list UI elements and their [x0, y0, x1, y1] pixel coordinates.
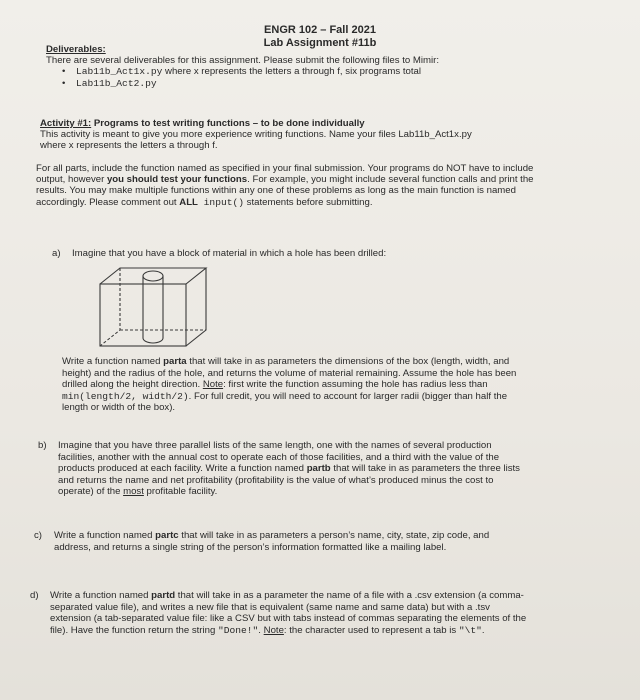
drilled-block-figure: [96, 264, 212, 350]
note-label: Note: [202, 379, 224, 391]
part-a-body: [62, 356, 522, 414]
box-hidden-edge: [100, 268, 120, 346]
hole-bottom: [143, 338, 163, 343]
hole-top: [143, 271, 163, 281]
part-a: [52, 248, 552, 260]
part-label: c): [34, 530, 42, 541]
function-name: partb: [306, 463, 331, 475]
part-c: [34, 530, 524, 553]
part-b: [38, 440, 528, 498]
para-bold: you should test your functions: [106, 174, 248, 186]
part-label: a): [52, 248, 61, 259]
part-text: Write a function named: [62, 356, 164, 367]
para-text: For all parts, include the function named as specified in your final submission. Your programs do NOT have to include output, however: [36, 163, 534, 186]
part-text: that will take in as parameters the dimensions of the box (length, width, and height) and the radius of the hole, and returns the volume of material remaining. Assume the hole has been drilled along the height direction.: [62, 356, 517, 391]
activity1-line1: This activity is meant to give you more experience writing functions. Name your files Lab11b_Act1x.py: [40, 129, 472, 141]
part-label: b): [38, 440, 47, 451]
part-a-intro: Imagine that you have a block of material in which a hole has been drilled:: [72, 248, 387, 259]
part-text: that will take in as a parameter the name of a file with a .csv extension (a comma-separated value file), and writes a new file that is equivalent (same name and same data) but with a .tsv extension (a tab-separated value file: like a CSV but with tabs instead of commas separating the elements of the file). Have the function return the string: [50, 590, 527, 636]
assignment-title: Lab Assignment #11b: [263, 37, 377, 49]
activity1-title-rest: Programs to test writing functions – to be done individually: [91, 118, 365, 129]
box-side-face: [186, 268, 206, 346]
part-text: Imagine that you have three parallel lists of the same length, one with the names of several production facilities, another with the annual cost to operate each of those facilities, and a third with the value of the products produced at each facility. Write a function named: [58, 440, 500, 475]
part-d: [30, 590, 530, 636]
part-text: : the character used to represent a tab is: [283, 624, 459, 636]
para-text: statements before submitting.: [243, 196, 373, 208]
note-label: Note: [263, 624, 284, 636]
part-text: . For full credit, you will need to account for larger radii (bigger than half the length or width of the box).: [62, 390, 508, 414]
file-name: Lab11b_Act2.py: [76, 77, 157, 89]
part-text: Write a function named: [50, 590, 152, 601]
deliverables-section: [46, 44, 566, 89]
code-text: "\t": [458, 624, 482, 636]
deliverables-list: [62, 66, 566, 88]
underlined-word: most: [123, 486, 144, 498]
file-note: where x represents the letters a through f, six programs total: [162, 66, 421, 78]
code-text: input(): [197, 196, 244, 208]
part-text: profitable facility.: [143, 486, 218, 498]
file-name: Lab11b_Act1x.py: [76, 66, 163, 78]
activity1-title: Activity #1:: [40, 118, 92, 129]
part-text: .: [481, 624, 485, 636]
part-text: Write a function named: [54, 530, 156, 541]
deliverables-title: Deliverables:: [46, 44, 106, 55]
part-label: d): [30, 590, 39, 601]
instructions-paragraph: [36, 163, 556, 208]
part-text: : first write the function assuming the hole has radius less than: [223, 379, 488, 391]
activity1-section: [40, 118, 560, 152]
deliverable-item: [62, 78, 566, 89]
box-top-face: [100, 268, 206, 284]
function-name: partc: [155, 530, 179, 541]
function-name: partd: [151, 590, 176, 601]
part-text: .: [258, 624, 264, 636]
course-title: ENGR 102 – Fall 2021: [264, 24, 376, 36]
part-text: that will take in as parameters the three lists and returns the name and net profitability (profitability is the value of what’s produced minus the cost to operate) of the: [58, 463, 520, 498]
function-name: parta: [163, 356, 187, 367]
activity1-line2: where x represents the letters a through f.: [40, 140, 218, 152]
para-text: . For example, you might include several function calls and print the results. You may make multiple functions within any one of these problems as long as the main function is named accordingly. Please comment out: [36, 174, 534, 208]
para-bold: ALL: [179, 196, 198, 208]
deliverable-item: [62, 66, 566, 77]
code-text: "Done!": [217, 624, 259, 636]
deliverables-intro: There are several deliverables for this assignment. Please submit the following files to Mimir:: [46, 55, 439, 67]
part-text: that will take in as parameters a person’s name, city, state, zip code, and address, and returns a single string of the person’s information formatted like a mailing label.: [54, 530, 490, 553]
code-text: min(length/2, width/2): [62, 390, 189, 402]
